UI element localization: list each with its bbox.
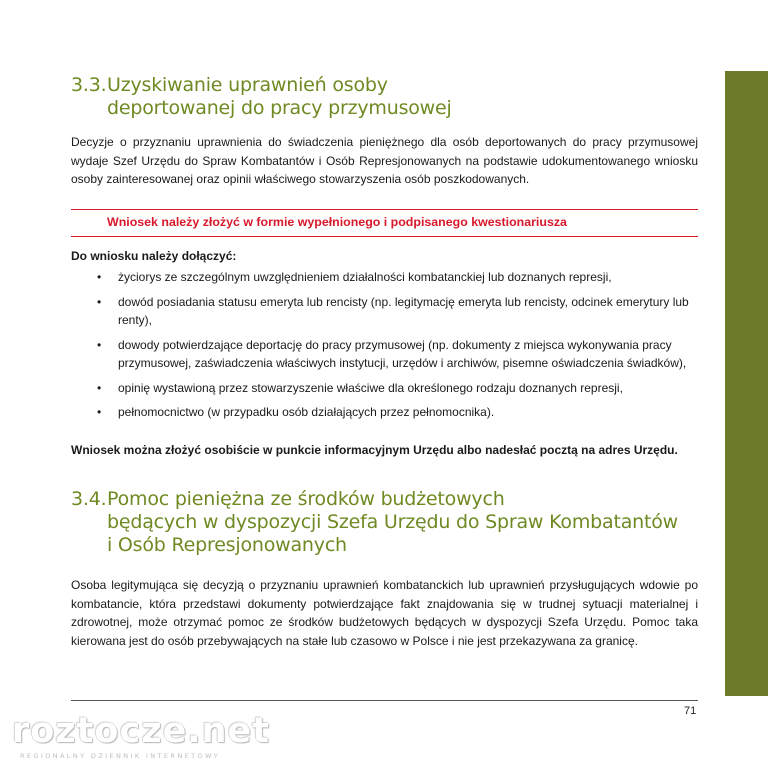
chapter-side-tab — [725, 71, 768, 696]
list-item — [71, 293, 698, 330]
list-item — [71, 403, 698, 422]
list-item-text: opinię wystawioną przez stowarzyszenie właściwe dla określonego rodzaju doznanych represji, — [118, 380, 623, 395]
watermark-logo: roztocze.net — [12, 711, 270, 751]
section-number: 3.3. — [71, 74, 107, 96]
list-item-text: dowód posiadania statusu emeryta lub rencisty (np. legitymację emeryta lub rencisty, odcinek emerytury lub renty), — [118, 294, 689, 327]
list-item — [71, 336, 698, 373]
section-title-line-1: Pomoc pieniężna ze środków budżetowych — [107, 488, 505, 510]
bullet-icon: • — [97, 380, 102, 395]
list-item — [71, 379, 698, 398]
section-title-line-2: będących w dyspozycji Szefa Urzędu do Spraw Kombatantów — [107, 511, 678, 533]
footer-rule — [71, 700, 698, 701]
bullet-icon: • — [97, 270, 102, 284]
list-item-text: życiorys ze szczególnym uwzględnieniem działalności kombatanckiej lub doznanych represji, — [118, 270, 612, 284]
attachments-heading: Do wniosku należy dołączyć: — [71, 249, 237, 263]
section-title-line-3: i Osób Represjonowanych — [107, 534, 347, 556]
watermark-subtitle: REGIONALNY DZIENNIK INTERNETOWY — [20, 752, 221, 760]
submission-note: Wniosek można złożyć osobiście w punkcie informacyjnym Urzędu albo nadesłać pocztą na adres Urzędu. — [71, 443, 678, 457]
bullet-icon: • — [97, 405, 102, 419]
section-3-3-paragraph: Decyzje o przyznaniu uprawnienia do świadczenia pieniężnego dla osób deportowanych do pracy przymusowej wydaje Szef Urzędu do Spraw Kombatantów i Osób Represjonowanych na podstawie udokumentowanego wniosku osoby zainteresowanej oraz opinii właściwego stowarzyszenia osób poszkodowanych. — [71, 135, 698, 186]
page-number: 71 — [684, 705, 697, 717]
bullet-icon: • — [97, 337, 102, 352]
notice-text: Wniosek należy złożyć w formie wypełnionego i podpisanego kwestionariusza — [107, 215, 567, 229]
attachments-list — [71, 268, 698, 428]
section-title-line-1: Uzyskiwanie uprawnień osoby — [107, 74, 388, 96]
bullet-icon: • — [97, 294, 102, 309]
section-number: 3.4. — [71, 488, 107, 510]
notice-bottom-rule — [71, 236, 698, 237]
section-title-line-2: deportowanej do pracy przymusowej — [107, 97, 452, 119]
list-item — [71, 268, 698, 287]
notice-top-rule — [71, 209, 698, 210]
list-item-text: pełnomocnictwo (w przypadku osób działających przez pełnomocnika). — [118, 405, 495, 419]
section-3-4-paragraph: Osoba legitymująca się decyzją o przyznaniu uprawnień kombatanckich lub uprawnień przysługujących wdowie po kombatancie, która przedstawi dokumenty potwierdzające fakt znajdowania się w trudnej sytuacji materialnej i zdrowotnej, może otrzymać pomoc ze środków budżetowych będących w dyspozycji Szefa Urzędu. Pomoc taka kierowana jest do osób przebywających na stałe lub czasowo w Polsce i nie jest przekazywana za granicę. — [71, 578, 698, 648]
list-item-text: dowody potwierdzające deportację do pracy przymusowej (np. dokumenty z miejsca wykonywania pracy przymusowej, zaświadczenia właściwych instytucji, urzędów i archiwów, pisemne oświadczenia świadków), — [118, 337, 687, 370]
